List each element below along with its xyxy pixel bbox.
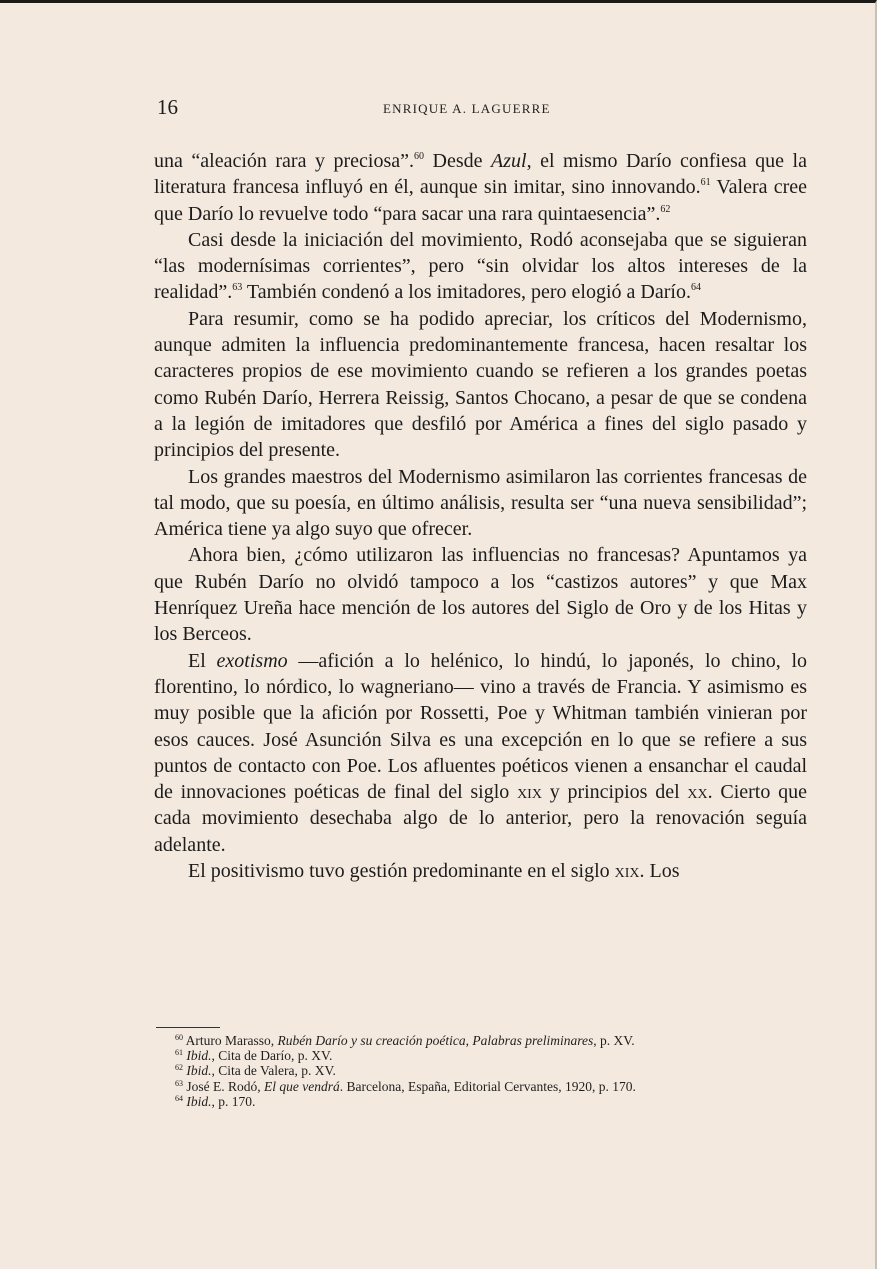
paragraph: Para resumir, como se ha podido apreciar, los críticos del Modernismo, aunque admiten la influencia predominantemente francesa, hacen resaltar los caracteres propios de ese movimiento cuando se refieren a los grandes poetas como Rubén Darío, Herrera Reissig, Santos Chocano, a pesar de que se condena a la legión de imitadores que desfiló por América a fines del siglo pasado y principios del presente. <box>154 307 807 462</box>
paragraph <box>154 858 807 884</box>
text-run: . Barcelona, España, Editorial Cervantes, 1920, p. 170. <box>339 1078 636 1094</box>
text-run: Arturo Marasso, <box>183 1033 278 1048</box>
text-run: Valera cree que Darío lo revuelve todo “para sacar una rara quintaesencia”. <box>154 176 807 225</box>
text-run: Casi desde la iniciación del movimiento, Rodó aconsejaba que se siguieran “las modernísimas corrientes”, pero “sin olvidar los altos intereses de la realidad”. <box>154 228 807 304</box>
text-run: —afición a lo helénico, lo hindú, lo japonés, lo chino, lo florentino, lo nórdico, lo wagneriano— vino a través de Francia. Y asimismo es muy posible que la afición por Rossetti, Poe y Whitman también vinieran por esos cauces. José Asunción Silva es una excepción en lo que se refiere a sus puntos de contacto con Poe. Los afluentes poéticos vienen a ensanchar el caudal de innovaciones poéticas de final del siglo <box>154 649 808 804</box>
century-numeral: xx <box>687 781 708 804</box>
emphasis: exotismo <box>216 649 288 672</box>
text-run: . Los <box>639 860 680 883</box>
text-run: , p. XV. <box>593 1033 635 1048</box>
footnote-number: 64 <box>175 1093 183 1103</box>
footnote <box>154 1048 807 1063</box>
footnote-divider <box>156 1027 220 1028</box>
text-run: , <box>465 1033 473 1048</box>
text-run: . Cierto que cada movimiento desechaba algo de lo anterior, pero la renovación seguía adelante. <box>154 781 807 856</box>
footnotes <box>154 1033 807 1109</box>
book-title: Rubén Darío y su creación poética <box>277 1033 466 1048</box>
text-run: También condenó a los imitadores, pero elogió a Darío. <box>242 281 691 304</box>
text-run: , Cita de Darío, p. XV. <box>211 1048 333 1064</box>
main-text <box>154 148 807 884</box>
text-run: José E. Rodó, <box>183 1078 264 1094</box>
footnote <box>154 1079 807 1094</box>
page-header <box>157 95 807 123</box>
footnote-ref: 64 <box>690 282 701 294</box>
page-number: 16 <box>157 95 178 119</box>
footnote <box>154 1094 807 1109</box>
ibid: Ibid. <box>186 1063 212 1079</box>
text-run: , Cita de Valera, p. XV. <box>211 1063 336 1079</box>
footnote-ref: 61 <box>700 177 711 189</box>
book-title: Azul <box>491 150 527 172</box>
paragraph: Los grandes maestros del Modernismo asimilaron las corrientes francesas de tal modo, que su poesía, en último análisis, resulta ser “una nueva sensibilidad”; América tiene ya algo suyo que ofrecer. <box>154 465 807 541</box>
footnote-number: 61 <box>175 1048 183 1058</box>
text-run: una “aleación rara y preciosa”. <box>154 150 414 172</box>
footnote-ref: 60 <box>414 151 424 162</box>
footnote <box>154 1063 807 1078</box>
footnote-ref: 63 <box>232 282 243 294</box>
ibid: Ibid. <box>186 1048 212 1064</box>
text-run: , el mismo Darío confiesa que la literatura francesa influyó en él, aunque sin imitar, sino innovando. <box>154 150 807 199</box>
paragraph <box>154 148 807 227</box>
footnote-number: 60 <box>175 1033 183 1042</box>
text-run: y principios del <box>541 781 688 804</box>
paragraph <box>154 648 807 858</box>
paragraph <box>154 227 807 306</box>
text-run: El positivismo tuvo gestión predominante en el siglo <box>188 860 615 883</box>
footnote-number: 62 <box>175 1063 183 1073</box>
section-title: Palabras preliminares <box>472 1033 594 1048</box>
text-run: Desde <box>424 150 491 172</box>
century-numeral: xix <box>517 781 542 804</box>
paragraph: Ahora bien, ¿cómo utilizaron las influencias no francesas? Apuntamos ya que Rubén Darío no olvidó tampoco a los “castizos autores” y que Max Henríquez Ureña hace mención de los autores del Siglo de Oro y de los Hitas y los Berceos. <box>154 544 807 646</box>
footnote <box>154 1033 807 1048</box>
century-numeral: xix <box>614 860 640 883</box>
book-title: El que vendrá <box>264 1078 340 1094</box>
footnote-number: 63 <box>175 1078 183 1088</box>
text-run: , p. 170. <box>211 1093 256 1109</box>
footnote-ref: 62 <box>660 203 671 215</box>
running-head: ENRIQUE A. LAGUERRE <box>383 101 551 116</box>
text-run: El <box>188 649 217 672</box>
ibid: Ibid. <box>186 1093 212 1109</box>
